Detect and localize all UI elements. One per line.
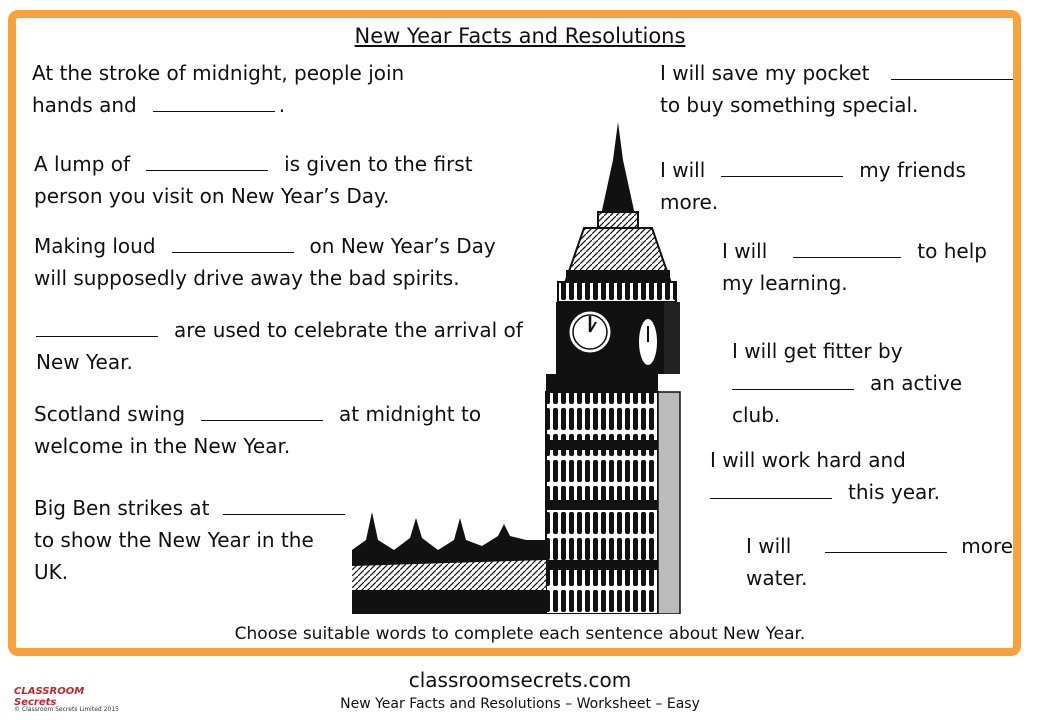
left-question-4: are used to celebrate the arrival of New Year. — [36, 318, 523, 374]
right-question-5: I will work hard and this year. — [710, 448, 940, 504]
answer-blank[interactable] — [146, 150, 268, 171]
answer-blank[interactable] — [710, 478, 832, 499]
answer-blank[interactable] — [201, 400, 323, 421]
answer-blank[interactable] — [36, 316, 158, 337]
instruction-text: Choose suitable words to complete each sentence about New Year. — [234, 624, 806, 644]
big-ben-illustration — [352, 120, 690, 614]
right-question-3: I will to help my learning. — [722, 239, 987, 295]
answer-blank[interactable] — [172, 232, 294, 253]
left-question-5: Scotland swing at midnight to welcome in the New Year. — [34, 402, 482, 458]
answer-blank[interactable] — [732, 369, 854, 390]
footer-subtitle: New Year Facts and Resolutions – Worksheet – Easy — [340, 696, 700, 712]
footer-url[interactable]: classroomsecrets.com — [408, 668, 632, 692]
left-question-1: At the stroke of midnight, people join hands and . — [32, 61, 405, 117]
answer-blank[interactable] — [891, 59, 1013, 80]
answer-blank[interactable] — [825, 532, 947, 553]
answer-blank[interactable] — [153, 91, 275, 112]
left-question-6: Big Ben strikes at to show the New Year in the UK. — [34, 492, 345, 588]
right-question-2: I will my friends more. — [660, 158, 966, 214]
right-question-1: I will save my pocket to buy something special. — [660, 57, 1017, 121]
answer-blank[interactable] — [223, 494, 345, 515]
left-question-2: A lump of is given to the first person you visit on New Year’s Day. — [34, 152, 473, 208]
right-question-6: I will more water. — [746, 534, 1014, 590]
answer-blank[interactable] — [793, 237, 901, 258]
left-question-3: Making loud on New Year’s Day will supposedly drive away the bad spirits. — [34, 234, 496, 290]
classroom-secrets-logo: CLASSROOM Secrets © Classroom Secrets Limited 2015 — [14, 686, 119, 713]
answer-blank[interactable] — [721, 156, 843, 177]
right-question-4: I will get fitter by an active club. — [732, 339, 963, 427]
page-title: New Year Facts and Resolutions — [354, 24, 686, 48]
